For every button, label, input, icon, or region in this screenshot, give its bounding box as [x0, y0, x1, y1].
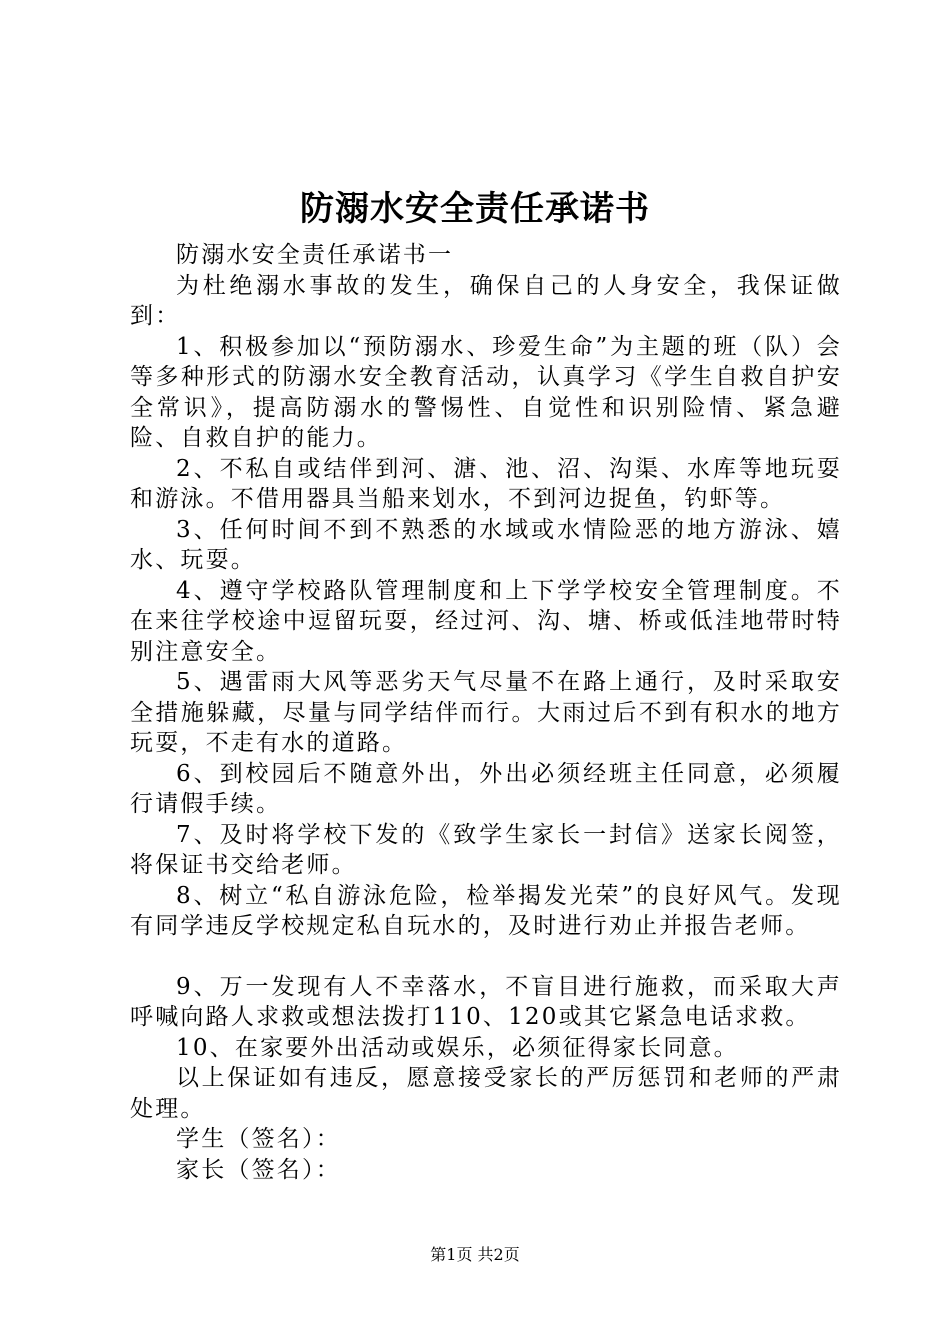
student-signature-line: 学生（签名）：: [176, 1126, 341, 1152]
clause-8-paragraph: 8、树立“私自游泳危险，检举揭发光荣”的良好风气。发现有同学违反学校规定私自玩水的，及时进行劝止并报告老师。: [130, 882, 842, 939]
closing-paragraph: 以上保证如有违反，愿意接受家长的严厉惩罚和老师的严肃处理。: [130, 1065, 842, 1122]
intro-paragraph: 为杜绝溺水事故的发生，确保自己的人身安全，我保证做到：: [130, 272, 842, 329]
clause-9-paragraph: 9、万一发现有人不幸落水，不盲目进行施救，而采取大声呼喊向路人求救或想法拨打110、120或其它紧急电话求救。: [130, 973, 842, 1030]
clause-6-paragraph: 6、到校园后不随意外出，外出必须经班主任同意，必须履行请假手续。: [130, 760, 842, 817]
document-title: 防溺水安全责任承诺书: [300, 189, 650, 229]
clause-4-paragraph: 4、遵守学校路队管理制度和上下学学校安全管理制度。不在来往学校途中逗留玩耍，经过河、沟、塘、桥或低洼地带时特别注意安全。: [130, 577, 842, 665]
parent-signature-line: 家长（签名）：: [176, 1156, 341, 1183]
clause-5-paragraph: 5、遇雷雨大风等恶劣天气尽量不在路上通行，及时采取安全措施躲藏，尽量与同学结伴而行。大雨过后不到有积水的地方玩耍，不走有水的道路。: [130, 669, 842, 756]
clause-7-paragraph: 7、及时将学校下发的《致学生家长一封信》送家长阅签，将保证书交给老师。: [130, 821, 842, 878]
subtitle-paragraph: 防溺水安全责任承诺书一: [176, 242, 454, 268]
clause-2-paragraph: 2、不私自或结伴到河、溏、池、沼、沟渠、水库等地玩耍和游泳。不借用器具当船来划水，不到河边捉鱼，钓虾等。: [130, 455, 842, 512]
clause-10-paragraph: 10、在家要外出活动或娱乐，必须征得家长同意。: [176, 1034, 739, 1061]
clause-1-paragraph: 1、积极参加以“预防溺水、珍爱生命”为主题的班（队）会等多种形式的防溺水安全教育活动，认真学习《学生自救自护安全常识》，提高防溺水的警惕性、自觉性和识别险情、紧急避险、自救自护的能力。: [130, 333, 842, 451]
page-number-footer: 第1页 共2页: [430, 1245, 520, 1264]
clause-3-paragraph: 3、任何时间不到不熟悉的水域或水情险恶的地方游泳、嬉水、玩耍。: [130, 516, 842, 573]
document-body: [130, 240, 842, 1185]
